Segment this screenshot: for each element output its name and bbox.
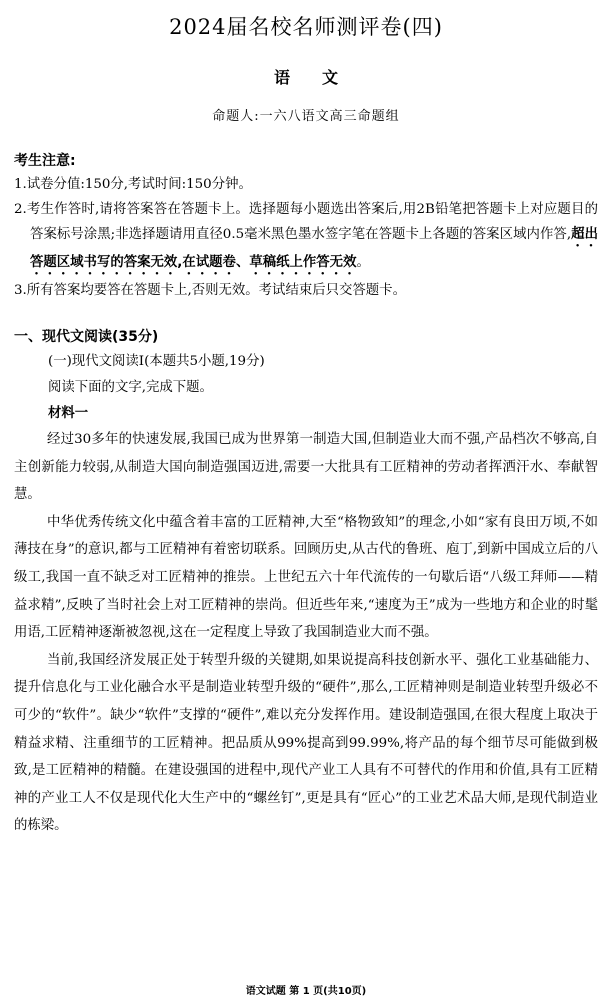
reading-instruction: 阅读下面的文字,完成下题。 — [48, 380, 213, 395]
notice-item-1: 1.试卷分值:150分,考试时间:150分钟。 — [14, 177, 252, 192]
section-subheading: (一)现代文阅读Ⅰ(本题共5小题,19分) — [48, 354, 265, 369]
notice-heading: 考生注意: — [14, 153, 76, 169]
page-footer: 语文试题 第 1 页(共10页) — [245, 986, 367, 997]
notice-item-2-end: 。 — [356, 255, 370, 270]
notice-item-2 — [14, 197, 598, 278]
notice-item-2-emphasis: 超出答题区域书写的答案无效,在试题卷、草稿纸上作答无效 — [30, 227, 599, 270]
subject-char-1: 语 — [273, 68, 290, 87]
notice-item-3: 3.所有答案均要答在答题卡上,否则无效。考试结束后只交答题卡。 — [14, 283, 406, 298]
notice-list — [14, 172, 598, 303]
paragraph-2: 中华优秀传统文化中蕴含着丰富的工匠精神,大至“格物致知”的理念,小如“家有良田万顷,不如薄技在身”的意识,都与工匠精神有着密切联系。回顾历史,从古代的鲁班、庖丁,到新中国成立后的八级工,我国一直不缺乏对工匠精神的推崇。上世纪五六十年代流传的一句歇后语“八级工拜师——精益求精”,反映了当时社会上对工匠精神的崇尚。但近些年来,“速度为王”成为一些地方和企业的时髦用语,工匠精神逐渐被忽视,这在一定程度上导致了我国制造业大而不强。 — [14, 514, 598, 641]
notice-item-2-text: 2.考生作答时,请将答案答在答题卡上。选择题每小题选出答案后,用2B铅笔把答题卡上对应题目的答案标号涂黑;非选择题请用直径0.5毫米黑色墨水签字笔在答题卡上各题的答案区域内作答, — [14, 202, 598, 242]
author-line: 命题人:一六八语文高三命题组 — [212, 109, 400, 124]
section-heading: 一、现代文阅读(35分) — [14, 329, 159, 345]
material-label: 材料一 — [48, 406, 89, 421]
paragraph-1: 经过30多年的快速发展,我国已成为世界第一制造大国,但制造业大而不强,产品档次不够高,自主创新能力较弱,从制造大国向制造强国迈进,需要一大批具有工匠精神的劳动者挥洒汗水、奉献智慧。 — [14, 432, 598, 503]
subject-char-2: 文 — [322, 68, 339, 87]
paragraph-3: 当前,我国经济发展正处于转型升级的关键期,如果说提高科技创新水平、强化工业基础能力、提升信息化与工业化融合水平是制造业转型升级的“硬件”,那么,工匠精神则是制造业转型升级必不可少的“软件”。缺少“软件”支撑的“硬件”,难以充分发挥作用。建设制造强国,在很大程度上取决于精益求精、注重细节的工匠精神。把品质从99%提高到99.99%,将产品的每个细节尽可能做到极致,是工匠精神的精髓。在建设强国的进程中,现代产业工人具有不可替代的作用和价值,具有工匠精神的产业工人不仅是现代化大生产中的“螺丝钉”,更是具有“匠心”的工业艺术品大师,是现代制造业的栋梁。 — [14, 652, 598, 834]
subject-title — [14, 66, 598, 90]
exam-title: 2024届名校名师测评卷(四) — [169, 15, 443, 39]
